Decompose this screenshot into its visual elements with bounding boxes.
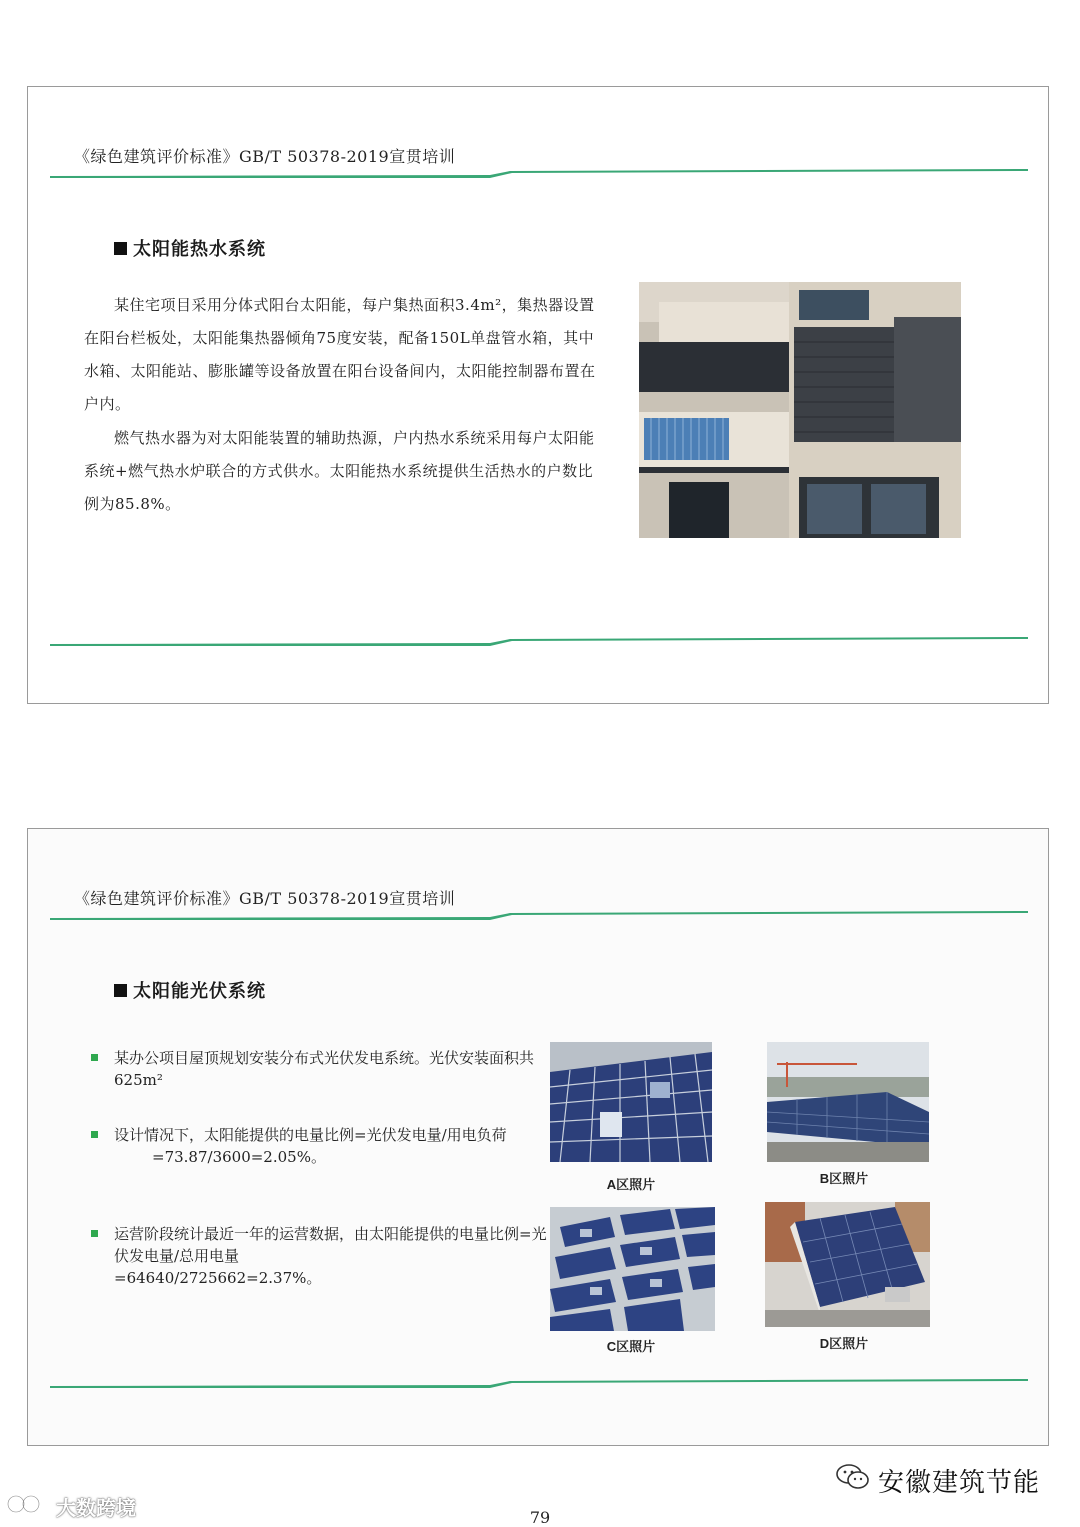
- photo-d: [765, 1202, 930, 1327]
- green-square-bullet-icon: [91, 1131, 98, 1138]
- paragraph-2: 燃气热水器为对太阳能装置的辅助热源，户内热水系统采用每户太阳能系统+燃气热水炉联合的方式供水。太阳能热水系统提供生活热水的户数比例为85.8%。: [84, 429, 595, 513]
- section-title-text: 太阳能热水系统: [133, 239, 266, 260]
- wechat-account-name: 安徽建筑节能: [878, 1468, 1041, 1498]
- footer-rule: [50, 1379, 1028, 1389]
- photo-c: [550, 1207, 715, 1331]
- page-number: 79: [529, 1508, 551, 1527]
- paragraph-1: 某住宅项目采用分体式阳台太阳能，每户集热面积3.4m²，集热器设置在阳台栏板处，太阳能集热器倾角75度安装，配备150L单盘管水箱，其中水箱、太阳能站、膨胀罐等设备放置在阳台设备间内，太阳能控制器布置在户内。: [84, 296, 596, 413]
- photo-a: [550, 1042, 712, 1162]
- slide-solar-hot-water: [27, 86, 1049, 704]
- formula: =64640/2725662=2.37%。: [114, 1269, 322, 1287]
- slide-solar-pv: [27, 828, 1049, 1446]
- section-title: [114, 977, 266, 1003]
- header-rule: [50, 169, 1028, 179]
- brand-watermark-text: 大数跨境: [56, 1496, 136, 1520]
- wechat-watermark: [836, 1462, 1040, 1499]
- photo-b: [767, 1042, 929, 1162]
- section-title: [114, 235, 266, 261]
- slide-header: 《绿色建筑评价标准》GB/T 50378-2019宣贯培训: [74, 889, 456, 908]
- balcony-solar-photo: [639, 282, 961, 538]
- bullet-item: 某办公项目屋顶规划安装分布式光伏发电系统。光伏安装面积共625m²: [88, 1047, 548, 1091]
- footer-rule: [50, 637, 1028, 647]
- header-rule: [50, 911, 1028, 921]
- wechat-icon: [836, 1463, 870, 1498]
- green-square-bullet-icon: [91, 1230, 98, 1237]
- bullet-item: 运营阶段统计最近一年的运营数据，由太阳能提供的电量比例=光伏发电量/总用电量 =64640/2725662=2.37%。: [88, 1223, 548, 1289]
- black-square-icon: [114, 242, 127, 255]
- green-square-bullet-icon: [91, 1054, 98, 1061]
- bullet-item: 设计情况下，太阳能提供的电量比例=光伏发电量/用电负荷 =73.87/3600=2.05%。: [88, 1124, 548, 1168]
- formula: =73.87/3600=2.05%。: [152, 1148, 326, 1166]
- slide-header: 《绿色建筑评价标准》GB/T 50378-2019宣贯培训: [74, 147, 456, 166]
- caption-a: A区照片: [606, 1177, 656, 1192]
- caption-b: B区照片: [819, 1171, 869, 1186]
- caption-c: C区照片: [606, 1339, 656, 1354]
- section-title-text: 太阳能光伏系统: [133, 981, 266, 1002]
- black-square-icon: [114, 984, 127, 997]
- caption-d: D区照片: [819, 1336, 869, 1351]
